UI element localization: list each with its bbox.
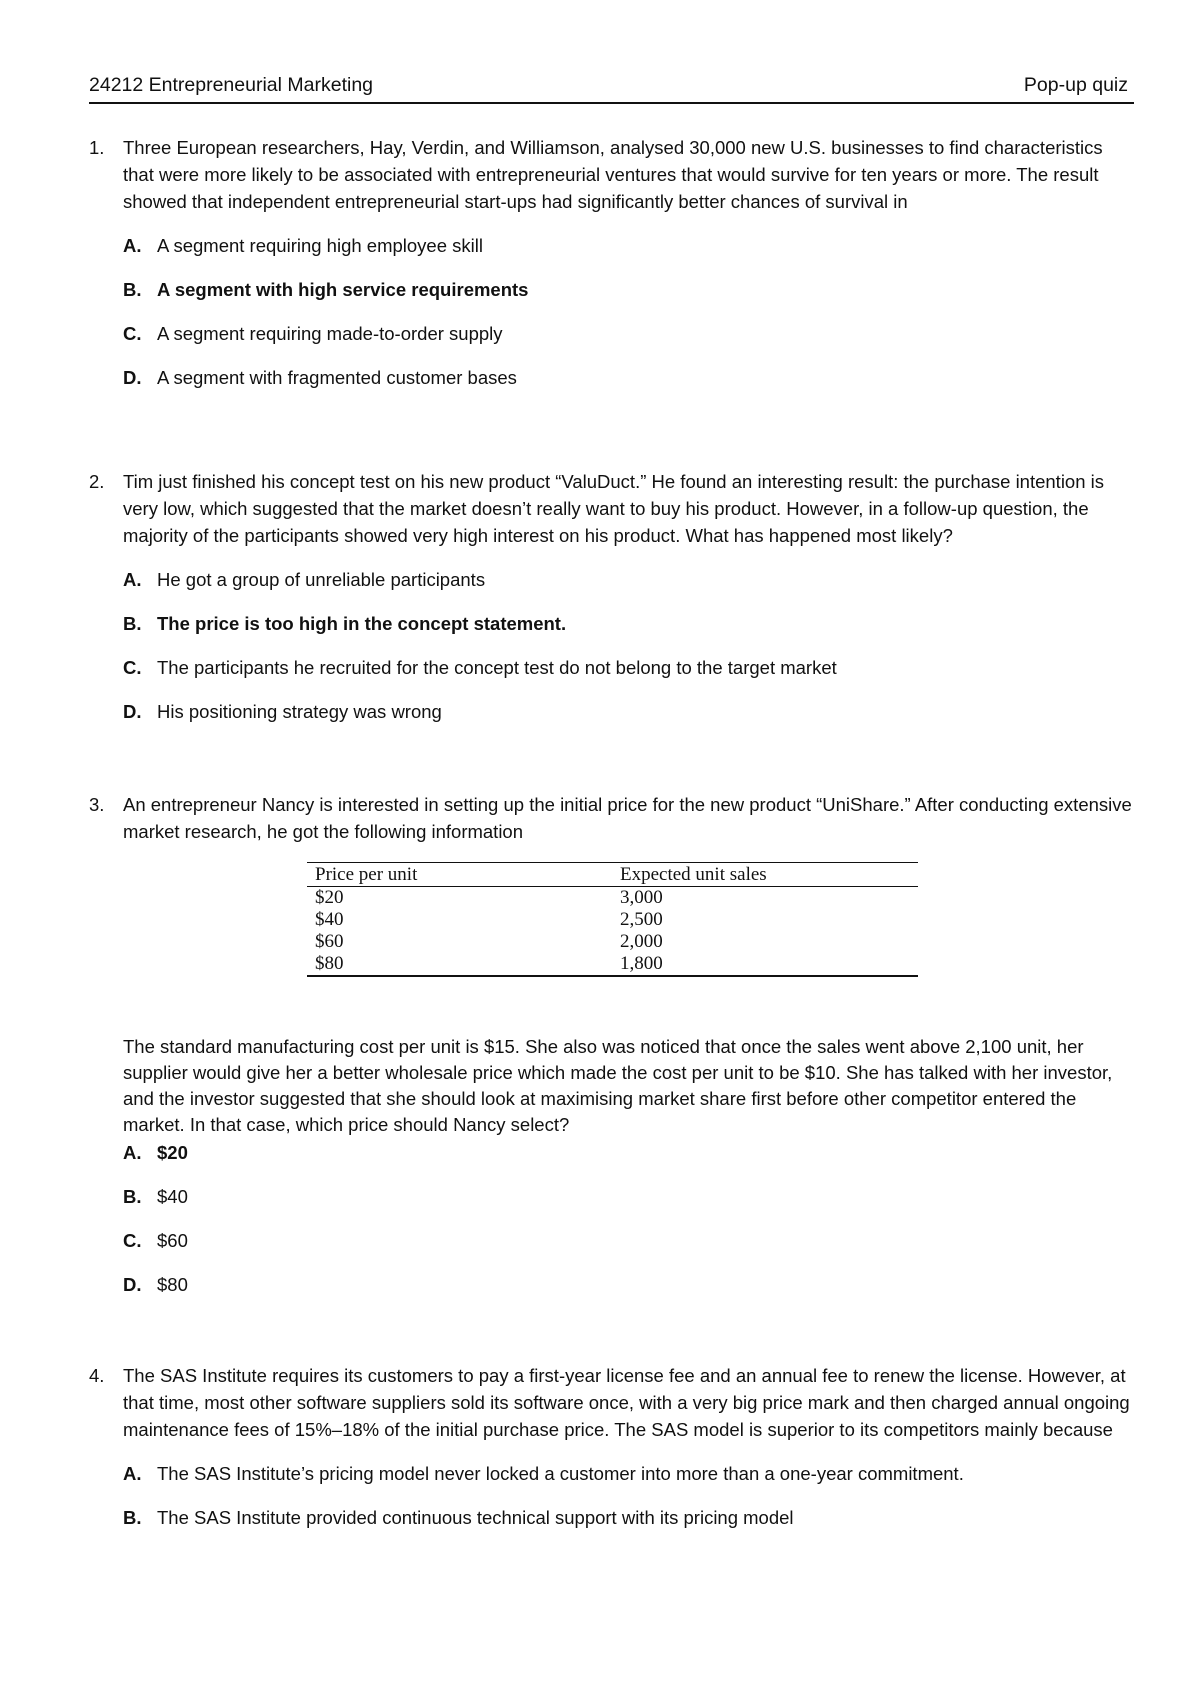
option-c	[123, 320, 1138, 347]
option-c	[123, 1227, 1138, 1254]
option-label: D.	[123, 1274, 142, 1295]
table-cell-sales: 2,500	[620, 909, 663, 930]
option-label: A.	[123, 235, 142, 256]
option-label: C.	[123, 323, 142, 344]
price-table	[307, 862, 918, 977]
quiz-type: Pop-up quiz	[1023, 74, 1128, 96]
option-text: His positioning strategy was wrong	[157, 701, 442, 722]
question-number: 1.	[89, 137, 105, 158]
option-label: C.	[123, 657, 142, 678]
option-label: A.	[123, 1142, 142, 1163]
table-cell-sales: 3,000	[620, 887, 663, 908]
question-1	[89, 134, 1138, 391]
option-a	[123, 232, 1138, 259]
option-label: A.	[123, 569, 142, 590]
option-label: B.	[123, 279, 142, 300]
option-d	[123, 698, 1138, 725]
question-number: 2.	[89, 471, 105, 492]
question-stem: The SAS Institute requires its customers to pay a first-year license fee and an annual fee to renew the license. However, at that time, most other software suppliers sold its software once, with a very big price mark and then charged annual ongoing maintenance fees of 15%–18% of the initial purchase price. The SAS model is superior to its competitors mainly because	[123, 1365, 1130, 1440]
option-text: $20	[157, 1142, 188, 1163]
option-text: The price is too high in the concept statement.	[157, 613, 567, 634]
option-text: The SAS Institute provided continuous technical support with its pricing model	[157, 1507, 794, 1528]
table-header-price: Price per unit	[315, 864, 418, 885]
option-text: $80	[157, 1274, 188, 1295]
option-a	[123, 1460, 1138, 1487]
option-label: B.	[123, 1186, 142, 1207]
option-label: D.	[123, 367, 142, 388]
table-row	[307, 909, 918, 931]
option-label: A.	[123, 1463, 142, 1484]
table-header-sales: Expected unit sales	[620, 864, 767, 885]
option-a	[123, 1139, 1138, 1166]
question-3	[89, 791, 1138, 845]
question-number: 3.	[89, 794, 105, 815]
table-row	[307, 953, 918, 976]
table-cell-sales: 2,000	[620, 931, 663, 952]
table-cell-sales: 1,800	[620, 953, 663, 974]
table-cell-price: $20	[315, 887, 344, 908]
option-d	[123, 1271, 1138, 1298]
question-3-followup: The standard manufacturing cost per unit is $15. She also was noticed that once the sales went above 2,100 unit, her supplier would give her a better wholesale price which made the cost per unit to be $10. She has talked with her investor, and the investor suggested that she should look at maximising market share first before other competitor entered the market. In that case, which price should Nancy select?	[123, 1036, 1113, 1135]
table-cell-price: $60	[315, 931, 344, 952]
option-text: A segment requiring high employee skill	[157, 235, 483, 256]
option-text: $40	[157, 1186, 188, 1207]
course-title: 24212 Entrepreneurial Marketing	[89, 74, 374, 96]
question-stem: An entrepreneur Nancy is interested in setting up the initial price for the new product “UniShare.” After conducting extensive market research, he got the following information	[123, 794, 1132, 842]
option-d	[123, 364, 1138, 391]
option-text: The SAS Institute’s pricing model never locked a customer into more than a one-year commitment.	[157, 1463, 964, 1484]
option-b	[123, 1504, 1138, 1531]
option-text: A segment requiring made-to-order supply	[157, 323, 503, 344]
option-text: A segment with fragmented customer bases	[157, 367, 517, 388]
table-header-row	[307, 863, 918, 887]
option-b	[123, 1183, 1138, 1210]
question-stem: Tim just finished his concept test on his new product “ValuDuct.” He found an interesting result: the purchase intention is very low, which suggested that the market doesn’t really want to buy his product. However, in a follow-up question, the majority of the participants showed very high interest on his product. What has happened most likely?	[123, 471, 1105, 546]
page-header	[89, 74, 1134, 104]
option-label: B.	[123, 1507, 142, 1528]
question-4	[89, 1362, 1138, 1531]
option-label: D.	[123, 701, 142, 722]
option-text: A segment with high service requirements	[157, 279, 529, 300]
option-a	[123, 566, 1138, 593]
option-text: The participants he recruited for the concept test do not belong to the target market	[157, 657, 837, 678]
table-cell-price: $40	[315, 909, 344, 930]
option-text: He got a group of unreliable participants	[157, 569, 486, 590]
option-text: $60	[157, 1230, 188, 1251]
table-row	[307, 887, 918, 910]
option-b	[123, 276, 1138, 303]
question-2	[89, 468, 1138, 725]
question-number: 4.	[89, 1365, 105, 1386]
option-label: C.	[123, 1230, 142, 1251]
table-row	[307, 931, 918, 953]
option-b	[123, 610, 1138, 637]
option-label: B.	[123, 613, 142, 634]
option-c	[123, 654, 1138, 681]
table-cell-price: $80	[315, 953, 344, 974]
question-stem: Three European researchers, Hay, Verdin, and Williamson, analysed 30,000 new U.S. businesses to find characteristics that were more likely to be associated with entrepreneurial ventures that would survive for ten years or more. The result showed that independent entrepreneurial start-ups had significantly better chances of survival in	[123, 137, 1103, 212]
question-3-options	[89, 1139, 1138, 1298]
